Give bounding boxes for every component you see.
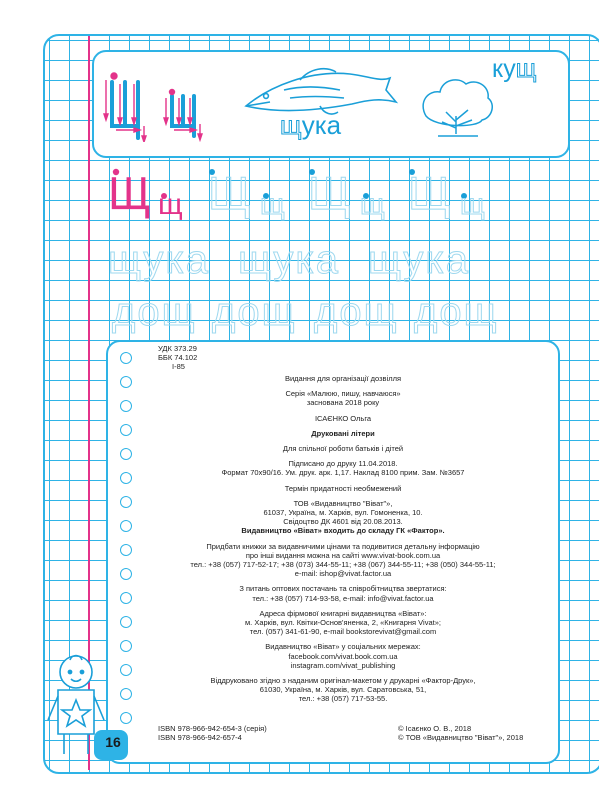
print-format: Формат 70х90/16. Ум. друк. арк. 1,17. Наклад 8100 прим. Зам. №3657: [221, 468, 465, 478]
binding-hole: [120, 712, 132, 724]
wholesale-line: З питань оптових постачань та співробітництва звертатися:: [239, 584, 447, 594]
buy-site: про інші видання можна на сайті www.vivat-book.com.ua: [245, 550, 441, 560]
book-title: Друковані літери: [311, 428, 375, 438]
page-number: 16: [105, 734, 121, 750]
practice-word-dosch-3: дощ: [414, 290, 499, 334]
binding-hole: [120, 520, 132, 532]
author-index: І-85: [172, 362, 185, 372]
series-block: [140, 389, 546, 407]
word-kushch-suffix: щ: [515, 55, 537, 83]
letter-stroke-diagram: [100, 62, 220, 142]
buy-line: Придбати книжки за видавничими цінами та подивитися детальну інформацію: [206, 541, 480, 551]
wholesale-contacts: тел.: +38 (057) 714-93-58, e-mail: info@vivat.factor.ua: [252, 593, 434, 603]
binding-hole: [120, 400, 132, 412]
practice-letter-2: Щ: [208, 167, 254, 219]
printed-phone: тел.: +38 (057) 717-53-55.: [298, 694, 388, 704]
practice-word-shchuka-0: щука: [108, 238, 210, 282]
practice-letter-3: щ: [260, 188, 287, 221]
copyright-publisher: © ТОВ «Видавництво "Віват"», 2018: [398, 733, 524, 743]
word-kushch: [492, 55, 536, 84]
binding-hole: [120, 568, 132, 580]
signed-block: [140, 459, 546, 477]
store-contacts: тел. (057) 341-61-90, e-mail bookstorevivat@gmail.com: [249, 627, 437, 637]
bush-illustration: [418, 72, 496, 146]
binding-hole: [120, 376, 132, 388]
buy-email: e-mail: ishop@vivat.factor.ua: [294, 569, 392, 579]
binding-hole: [120, 448, 132, 460]
buy-block: [140, 542, 546, 579]
word-shchuka-rest: ука: [301, 110, 342, 140]
word-shchuka: [280, 110, 341, 141]
binding-hole: [120, 592, 132, 604]
series-founded: заснована 2018 року: [306, 398, 380, 408]
buy-phones: тел.: +38 (057) 717-52-17; +38 (073) 344-55-11; +38 (067) 344-55-11; +38 (050) 344-55-11;: [190, 560, 496, 570]
publisher-block: [140, 499, 546, 536]
practice-letter-1: щ: [158, 188, 185, 221]
store-block: [140, 609, 546, 637]
practice-word-shchuka-1: щука: [238, 238, 340, 282]
copyright-block: [398, 724, 523, 742]
binding-hole: [120, 424, 132, 436]
binding-hole: [120, 496, 132, 508]
store-line: Адреса фірмової книгарні видавництва «Віват»:: [259, 608, 427, 618]
word-shchuka-prefix: щ: [280, 110, 302, 140]
printed-line: Віддруковано згідно з наданим оригінал-макетом у друкарні «Фактор-Друк»,: [210, 676, 476, 686]
binding-hole: [120, 688, 132, 700]
classification-block: [158, 344, 197, 372]
signed-date: Підписано до друку 11.04.2018.: [288, 459, 398, 469]
practice-word-dosch-0: дощ: [112, 290, 197, 334]
validity-note: Термін придатності необмежений: [284, 483, 402, 493]
binding-holes: [120, 352, 134, 752]
author-name: ІСАЄНКО Ольга: [314, 413, 372, 423]
printed-block: [140, 676, 546, 704]
practice-letter-7: щ: [460, 188, 487, 221]
publisher-address: 61037, Україна, м. Харків, вул. Гомоненка, 10.: [263, 508, 423, 518]
audience-note: Для спільної роботи батьків і дітей: [282, 444, 404, 454]
binding-hole: [120, 640, 132, 652]
practice-letter-0: Щ: [108, 167, 154, 219]
binding-hole: [120, 352, 132, 364]
binding-hole: [120, 664, 132, 676]
isbn-block: [158, 724, 267, 742]
isbn-book: ISBN 978-966-942-657-4: [158, 733, 242, 743]
practice-word-shchuka-2: щука: [368, 238, 470, 282]
store-address: м. Харків, вул. Квітки-Основ'яненка, 2, «Книгарня Vivat»;: [245, 618, 441, 628]
social-instagram: instagram.com/vivat_publishing: [290, 660, 396, 670]
publisher-name: ТОВ «Видавництво "Віват"»,: [293, 498, 393, 508]
binding-hole: [120, 544, 132, 556]
social-facebook: facebook.com/vivat.book.com.ua: [288, 651, 398, 661]
copyright-author: © Ісаєнко О. В., 2018: [398, 724, 472, 733]
imprint-text: [140, 374, 546, 710]
series-line: Серія «Малюю, пишу, навчаюся»: [285, 389, 401, 399]
binding-hole: [120, 472, 132, 484]
practice-letter-4: Щ: [308, 167, 354, 219]
practice-letter-5: щ: [360, 188, 387, 221]
practice-word-dosch-1: дощ: [212, 290, 297, 334]
bbk-code: ББК 74.102: [158, 353, 198, 363]
publisher-group: Видавництво «Віват» входить до складу ГК «Фактор».: [241, 526, 445, 536]
publisher-certificate: Свідоцтво ДК 4601 від 20.08.2013.: [283, 517, 403, 527]
practice-word-dosch-2: дощ: [314, 290, 399, 334]
udk-code: УДК 373.29: [158, 344, 197, 353]
social-block: [140, 642, 546, 670]
edition-note: Видання для організації дозвілля: [284, 374, 402, 383]
wholesale-block: [140, 584, 546, 602]
practice-letter-6: Щ: [408, 167, 454, 219]
binding-hole: [120, 616, 132, 628]
social-line: Видавництво «Віват» у соціальних мережах:: [265, 642, 421, 652]
printed-address: 61030, Україна, м. Харків, вул. Саратовська, 51,: [259, 685, 427, 695]
word-kushch-prefix: ку: [492, 55, 516, 83]
isbn-series: ISBN 978-966-942-654-3 (серія): [158, 724, 267, 733]
